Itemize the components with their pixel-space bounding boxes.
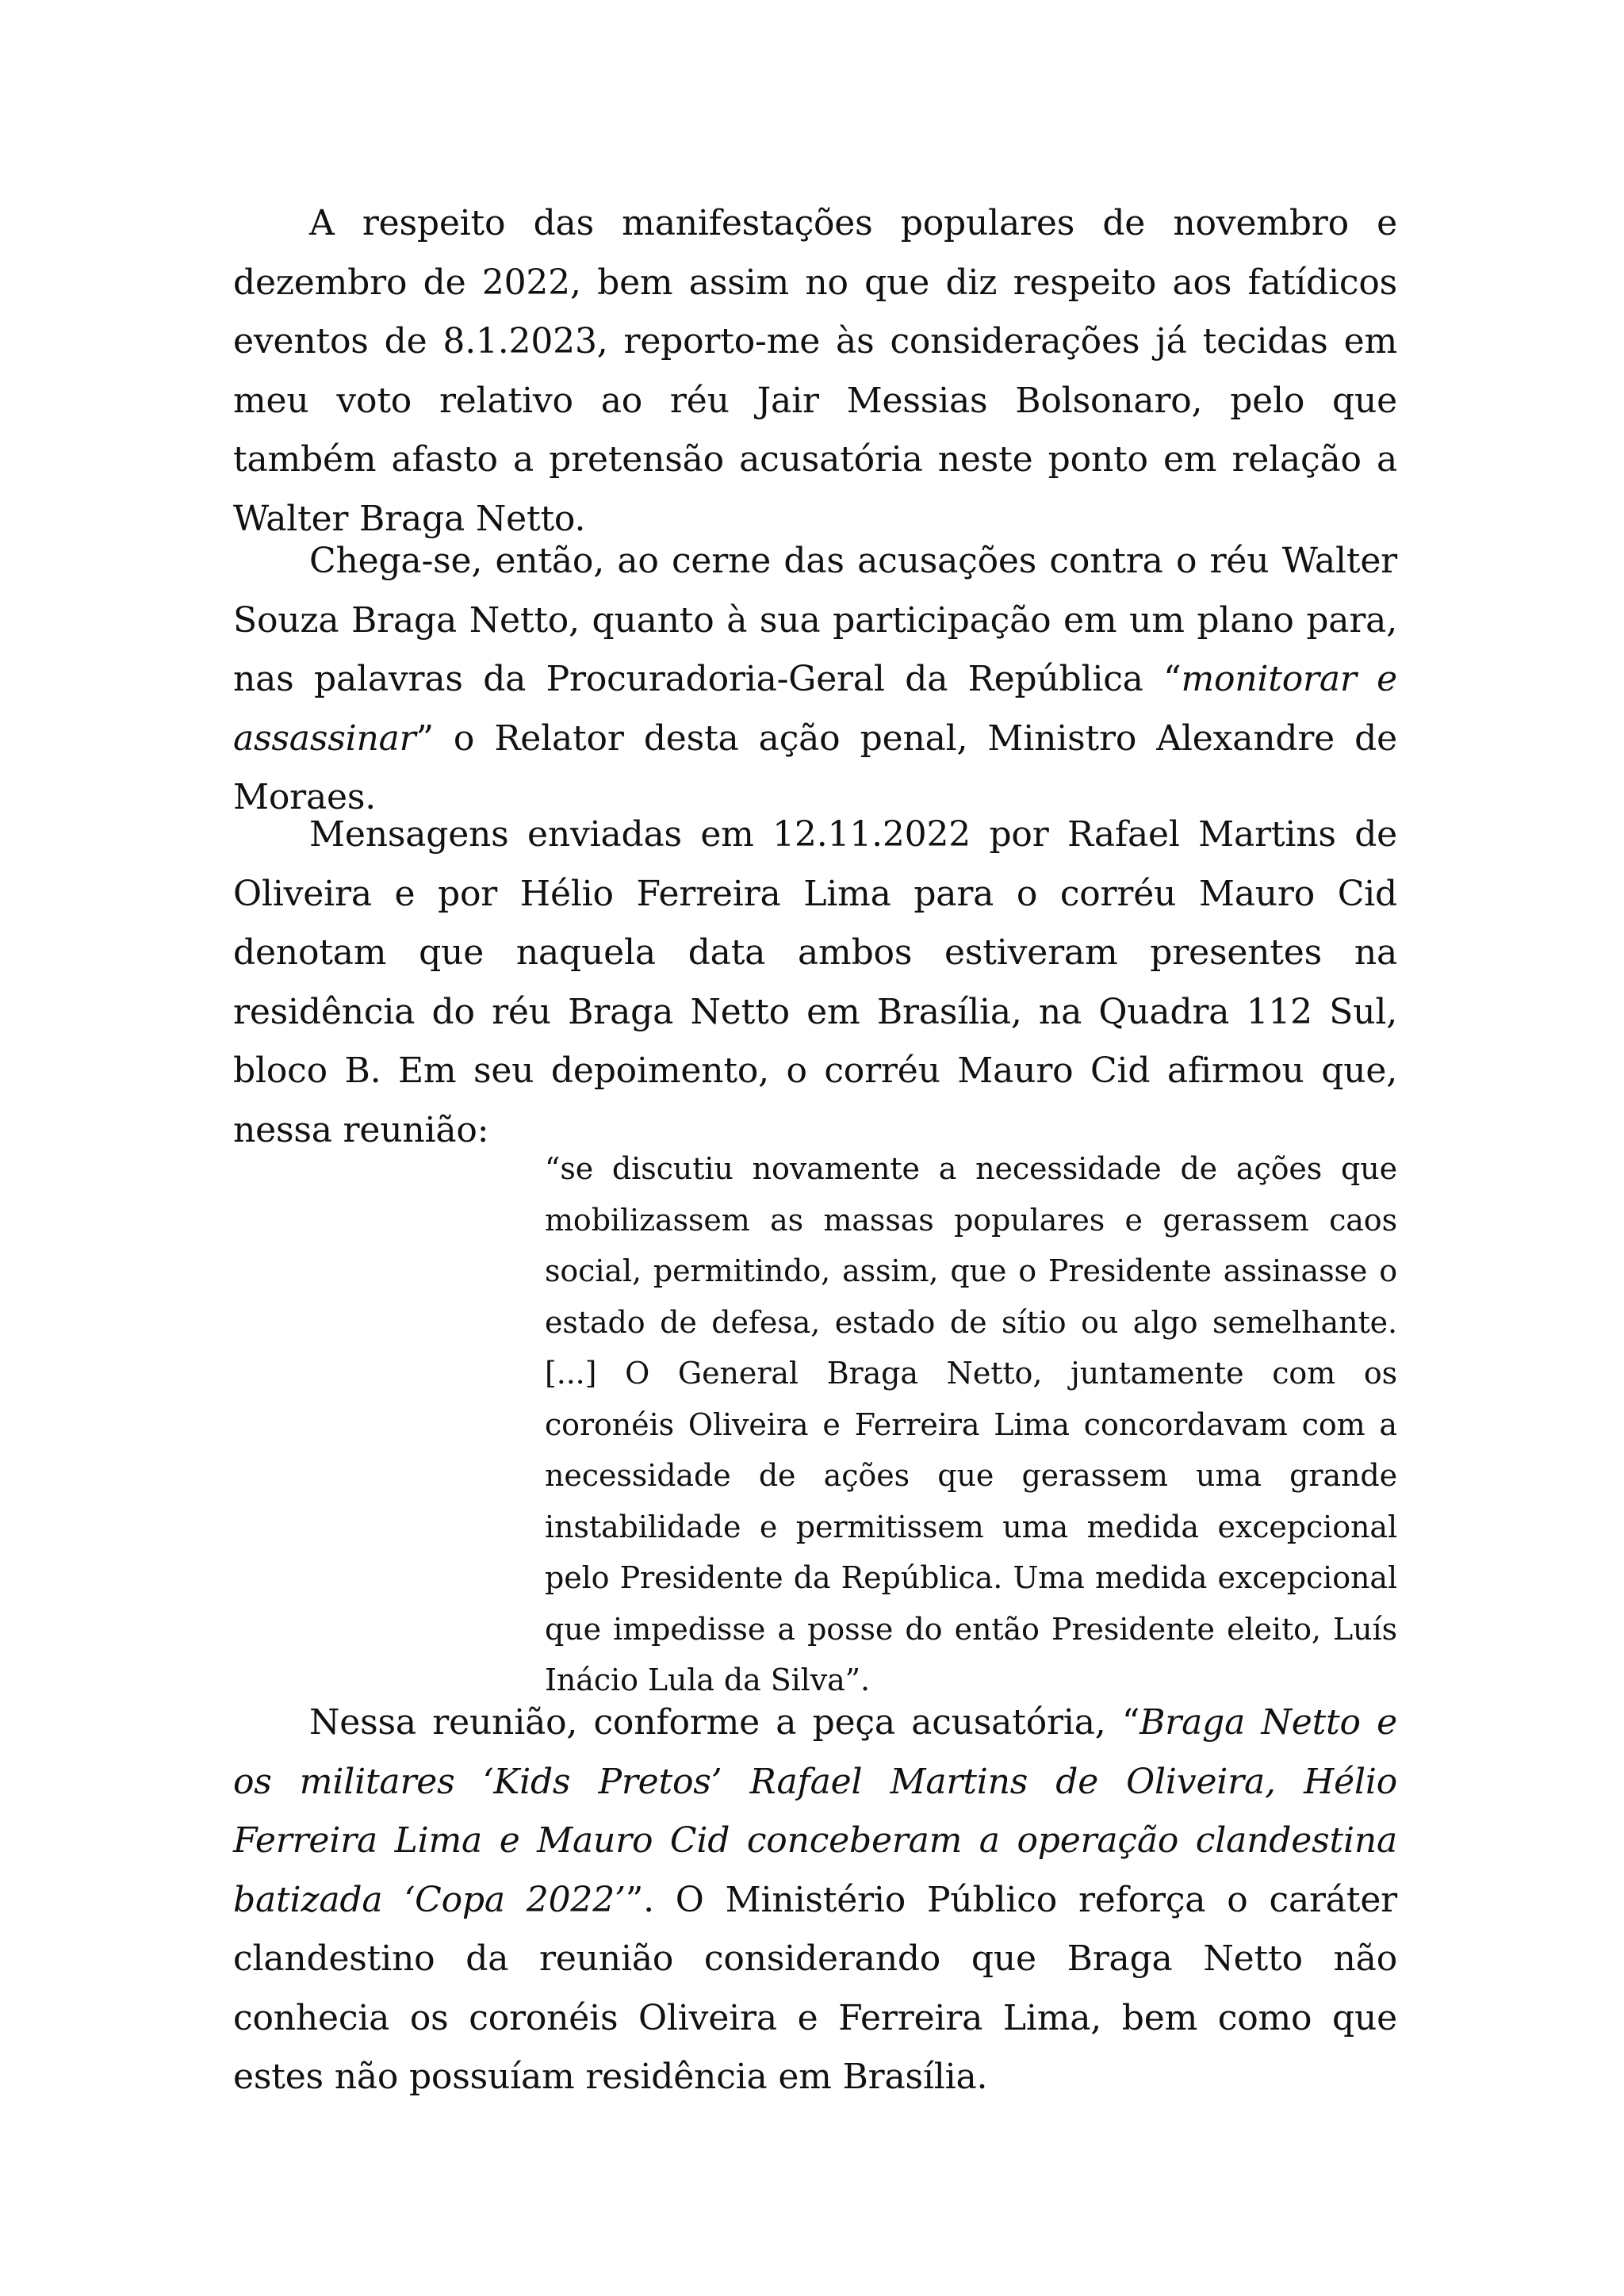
italic-quote: Braga Netto e os militares ‘Kids Pretos’ Rafael Martins de Oliveira, Hélio Ferreira Lima e Mauro Cid conceberam a operação clandestina batizada ‘Copa 2022’ <box>233 1702 1397 1920</box>
paragraph-reuniao <box>233 1693 1397 2107</box>
document-page <box>233 0 1397 2296</box>
block-quote-depoimento: “se discutiu novamente a necessidade de ações que mobilizassem as massas populares e gerassem caos social, permitindo, assim, que o Presidente assinasse o estado de defesa, estado de sítio ou algo semelhante. [...] O General Braga Netto, juntamente com os coronéis Oliveira e Ferreira Lima concordavam com a necessidade de ações que gerassem uma grande instabilidade e permitissem uma medida excepcional pelo Presidente da República. Uma medida excepcional que impedisse a posse do então Presidente eleito, Luís Inácio Lula da Silva”. <box>545 1151 1397 1697</box>
paragraph-text: Nessa reunião, conforme a peça acusatória, “ <box>309 1702 1140 1743</box>
paragraph-manifestacoes: A respeito das manifestações populares de novembro e dezembro de 2022, bem assim no que diz respeito aos fatídicos eventos de 8.1.2023, reporto-me às considerações já tecidas em meu voto relativo ao réu Jair Messias Bolsonaro, pelo que também afasto a pretensão acusatória neste ponto em relação a Walter Braga Netto. <box>233 203 1397 539</box>
paragraph-text: ”. O Ministério Público reforça o caráter clandestino da reunião considerando que Braga Netto não conhecia os coronéis Oliveira e Ferreira Lima, bem como que estes não possuíam residência em Brasília. <box>233 1879 1397 2097</box>
paragraph-mensagens: Mensagens enviadas em 12.11.2022 por Rafael Martins de Oliveira e por Hélio Ferreira Lima para o corréu Mauro Cid denotam que naquela data ambos estiveram presentes na residência do réu Braga Netto em Brasília, na Quadra 112 Sul, bloco B. Em seu depoimento, o corréu Mauro Cid afirmou que, nessa reunião: <box>233 814 1397 1150</box>
paragraph-cerne-acusacoes <box>233 532 1397 828</box>
paragraph-text: Chega-se, então, ao cerne das acusações contra o réu Walter Souza Braga Netto, quanto à sua participação em um plano para, nas palavras da Procuradoria-Geral da República “ <box>233 541 1397 699</box>
italic-quote: monitorar e assassinar <box>233 659 1397 759</box>
paragraph-text: ” o Relator desta ação penal, Ministro Alexandre de Moraes. <box>233 718 1397 817</box>
